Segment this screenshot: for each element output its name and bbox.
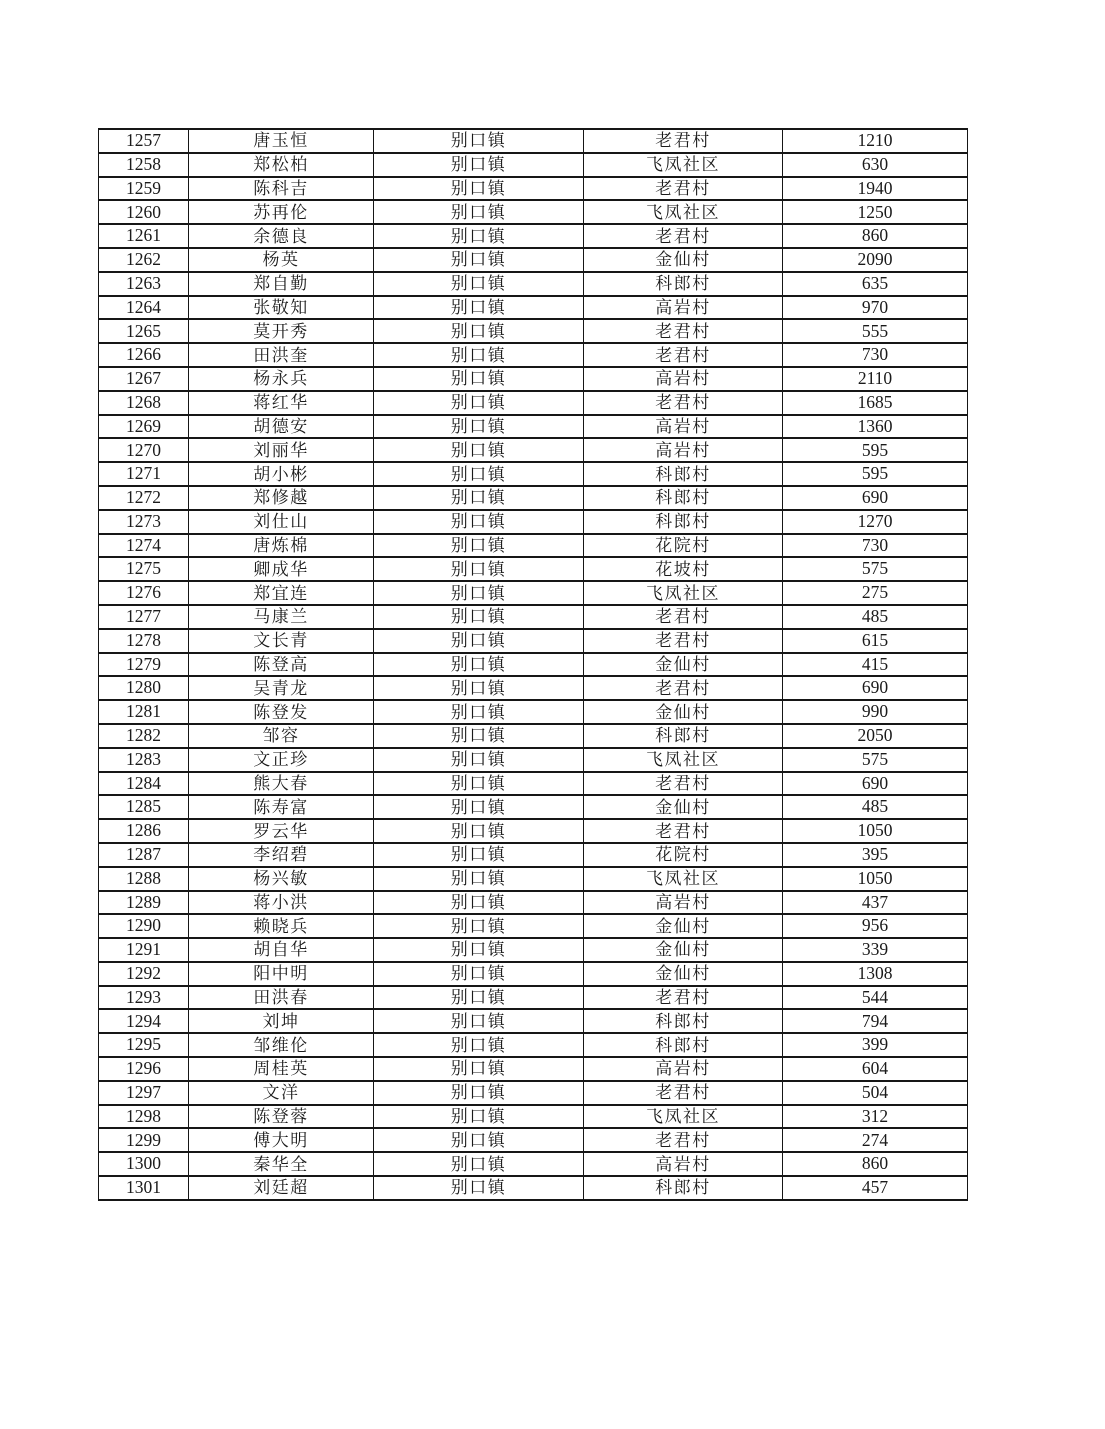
table-row xyxy=(99,343,968,367)
row-number-cell: 1264 xyxy=(99,296,189,320)
town-cell: 别口镇 xyxy=(374,391,584,415)
village-cell: 科郎村 xyxy=(584,486,783,510)
table-row xyxy=(99,1009,968,1033)
village-cell: 老君村 xyxy=(584,343,783,367)
amount-cell: 274 xyxy=(783,1128,968,1152)
name-cell: 邹容 xyxy=(189,724,374,748)
village-cell: 老君村 xyxy=(584,177,783,201)
village-cell: 飞凤社区 xyxy=(584,200,783,224)
amount-cell: 860 xyxy=(783,224,968,248)
amount-cell: 415 xyxy=(783,653,968,677)
row-number-cell: 1286 xyxy=(99,819,189,843)
row-number-cell: 1288 xyxy=(99,867,189,891)
amount-cell: 595 xyxy=(783,462,968,486)
town-cell: 别口镇 xyxy=(374,129,584,153)
village-cell: 科郎村 xyxy=(584,1033,783,1057)
row-number-cell: 1297 xyxy=(99,1081,189,1105)
table-row xyxy=(99,557,968,581)
amount-cell: 1685 xyxy=(783,391,968,415)
town-cell: 别口镇 xyxy=(374,367,584,391)
village-cell: 老君村 xyxy=(584,1081,783,1105)
town-cell: 别口镇 xyxy=(374,153,584,177)
table-row xyxy=(99,248,968,272)
row-number-cell: 1276 xyxy=(99,581,189,605)
name-cell: 文正珍 xyxy=(189,748,374,772)
row-number-cell: 1301 xyxy=(99,1176,189,1200)
table-row xyxy=(99,486,968,510)
row-number-cell: 1290 xyxy=(99,914,189,938)
row-number-cell: 1281 xyxy=(99,700,189,724)
table-row xyxy=(99,653,968,677)
name-cell: 刘廷超 xyxy=(189,1176,374,1200)
table-row xyxy=(99,510,968,534)
village-cell: 飞凤社区 xyxy=(584,153,783,177)
amount-cell: 575 xyxy=(783,557,968,581)
amount-cell: 970 xyxy=(783,296,968,320)
village-cell: 高岩村 xyxy=(584,891,783,915)
row-number-cell: 1285 xyxy=(99,795,189,819)
amount-cell: 615 xyxy=(783,629,968,653)
table-row xyxy=(99,867,968,891)
table-row xyxy=(99,986,968,1010)
amount-cell: 2110 xyxy=(783,367,968,391)
name-cell: 蒋小洪 xyxy=(189,891,374,915)
name-cell: 陈登高 xyxy=(189,653,374,677)
table-row xyxy=(99,581,968,605)
row-number-cell: 1300 xyxy=(99,1152,189,1176)
row-number-cell: 1282 xyxy=(99,724,189,748)
village-cell: 老君村 xyxy=(584,772,783,796)
village-cell: 飞凤社区 xyxy=(584,867,783,891)
village-cell: 花院村 xyxy=(584,534,783,558)
name-cell: 杨永兵 xyxy=(189,367,374,391)
row-number-cell: 1287 xyxy=(99,843,189,867)
table-body xyxy=(99,129,968,1200)
amount-cell: 399 xyxy=(783,1033,968,1057)
village-cell: 老君村 xyxy=(584,224,783,248)
name-cell: 阳中明 xyxy=(189,962,374,986)
village-cell: 飞凤社区 xyxy=(584,748,783,772)
name-cell: 陈登蓉 xyxy=(189,1105,374,1129)
town-cell: 别口镇 xyxy=(374,962,584,986)
table-row xyxy=(99,200,968,224)
name-cell: 余德良 xyxy=(189,224,374,248)
village-cell: 金仙村 xyxy=(584,938,783,962)
table-row xyxy=(99,629,968,653)
table-row xyxy=(99,319,968,343)
row-number-cell: 1275 xyxy=(99,557,189,581)
name-cell: 张敬知 xyxy=(189,296,374,320)
town-cell: 别口镇 xyxy=(374,772,584,796)
town-cell: 别口镇 xyxy=(374,914,584,938)
table-row xyxy=(99,415,968,439)
amount-cell: 1250 xyxy=(783,200,968,224)
row-number-cell: 1272 xyxy=(99,486,189,510)
village-cell: 老君村 xyxy=(584,819,783,843)
table-row xyxy=(99,129,968,153)
village-cell: 高岩村 xyxy=(584,415,783,439)
table-row xyxy=(99,891,968,915)
town-cell: 别口镇 xyxy=(374,1176,584,1200)
town-cell: 别口镇 xyxy=(374,462,584,486)
town-cell: 别口镇 xyxy=(374,581,584,605)
table-row xyxy=(99,462,968,486)
town-cell: 别口镇 xyxy=(374,1105,584,1129)
amount-cell: 730 xyxy=(783,534,968,558)
village-cell: 金仙村 xyxy=(584,700,783,724)
village-cell: 高岩村 xyxy=(584,296,783,320)
table-row xyxy=(99,843,968,867)
row-number-cell: 1257 xyxy=(99,129,189,153)
village-cell: 花院村 xyxy=(584,843,783,867)
name-cell: 胡德安 xyxy=(189,415,374,439)
amount-cell: 1210 xyxy=(783,129,968,153)
village-cell: 金仙村 xyxy=(584,795,783,819)
village-cell: 老君村 xyxy=(584,605,783,629)
amount-cell: 457 xyxy=(783,1176,968,1200)
name-cell: 卿成华 xyxy=(189,557,374,581)
row-number-cell: 1271 xyxy=(99,462,189,486)
row-number-cell: 1262 xyxy=(99,248,189,272)
row-number-cell: 1294 xyxy=(99,1009,189,1033)
name-cell: 蒋红华 xyxy=(189,391,374,415)
amount-cell: 2050 xyxy=(783,724,968,748)
town-cell: 别口镇 xyxy=(374,629,584,653)
name-cell: 唐炼棉 xyxy=(189,534,374,558)
table-row xyxy=(99,177,968,201)
table-row xyxy=(99,1152,968,1176)
village-cell: 老君村 xyxy=(584,1128,783,1152)
town-cell: 别口镇 xyxy=(374,795,584,819)
amount-cell: 990 xyxy=(783,700,968,724)
town-cell: 别口镇 xyxy=(374,343,584,367)
town-cell: 别口镇 xyxy=(374,1152,584,1176)
name-cell: 郑宜连 xyxy=(189,581,374,605)
table-row xyxy=(99,962,968,986)
name-cell: 刘丽华 xyxy=(189,438,374,462)
village-cell: 花坡村 xyxy=(584,557,783,581)
name-cell: 文长青 xyxy=(189,629,374,653)
row-number-cell: 1258 xyxy=(99,153,189,177)
town-cell: 别口镇 xyxy=(374,1057,584,1081)
table-row xyxy=(99,676,968,700)
amount-cell: 1270 xyxy=(783,510,968,534)
village-cell: 高岩村 xyxy=(584,1152,783,1176)
town-cell: 别口镇 xyxy=(374,653,584,677)
row-number-cell: 1266 xyxy=(99,343,189,367)
town-cell: 别口镇 xyxy=(374,938,584,962)
name-cell: 胡小彬 xyxy=(189,462,374,486)
village-cell: 科郎村 xyxy=(584,510,783,534)
row-number-cell: 1263 xyxy=(99,272,189,296)
village-cell: 高岩村 xyxy=(584,1057,783,1081)
row-number-cell: 1295 xyxy=(99,1033,189,1057)
table-row xyxy=(99,153,968,177)
table-row xyxy=(99,367,968,391)
amount-cell: 544 xyxy=(783,986,968,1010)
name-cell: 周桂英 xyxy=(189,1057,374,1081)
name-cell: 吴青龙 xyxy=(189,676,374,700)
town-cell: 别口镇 xyxy=(374,1033,584,1057)
name-cell: 刘坤 xyxy=(189,1009,374,1033)
village-cell: 老君村 xyxy=(584,986,783,1010)
table-row xyxy=(99,391,968,415)
town-cell: 别口镇 xyxy=(374,891,584,915)
amount-cell: 395 xyxy=(783,843,968,867)
town-cell: 别口镇 xyxy=(374,1009,584,1033)
row-number-cell: 1267 xyxy=(99,367,189,391)
row-number-cell: 1261 xyxy=(99,224,189,248)
table-row xyxy=(99,272,968,296)
village-cell: 老君村 xyxy=(584,129,783,153)
amount-cell: 1940 xyxy=(783,177,968,201)
table-row xyxy=(99,1033,968,1057)
row-number-cell: 1298 xyxy=(99,1105,189,1129)
row-number-cell: 1265 xyxy=(99,319,189,343)
roster-table xyxy=(98,128,968,1201)
town-cell: 别口镇 xyxy=(374,1128,584,1152)
row-number-cell: 1277 xyxy=(99,605,189,629)
amount-cell: 437 xyxy=(783,891,968,915)
name-cell: 莫开秀 xyxy=(189,319,374,343)
village-cell: 飞凤社区 xyxy=(584,1105,783,1129)
village-cell: 科郎村 xyxy=(584,462,783,486)
amount-cell: 1360 xyxy=(783,415,968,439)
table-row xyxy=(99,1105,968,1129)
amount-cell: 504 xyxy=(783,1081,968,1105)
name-cell: 唐玉恒 xyxy=(189,129,374,153)
amount-cell: 1050 xyxy=(783,819,968,843)
amount-cell: 630 xyxy=(783,153,968,177)
table-row xyxy=(99,772,968,796)
table-row xyxy=(99,819,968,843)
row-number-cell: 1296 xyxy=(99,1057,189,1081)
town-cell: 别口镇 xyxy=(374,296,584,320)
table-row xyxy=(99,748,968,772)
town-cell: 别口镇 xyxy=(374,676,584,700)
amount-cell: 485 xyxy=(783,605,968,629)
village-cell: 科郎村 xyxy=(584,1176,783,1200)
town-cell: 别口镇 xyxy=(374,415,584,439)
amount-cell: 312 xyxy=(783,1105,968,1129)
table-row xyxy=(99,1176,968,1200)
name-cell: 杨兴敏 xyxy=(189,867,374,891)
row-number-cell: 1260 xyxy=(99,200,189,224)
table-row xyxy=(99,700,968,724)
row-number-cell: 1280 xyxy=(99,676,189,700)
name-cell: 傅大明 xyxy=(189,1128,374,1152)
name-cell: 郑松柏 xyxy=(189,153,374,177)
table-row xyxy=(99,296,968,320)
amount-cell: 555 xyxy=(783,319,968,343)
amount-cell: 730 xyxy=(783,343,968,367)
row-number-cell: 1279 xyxy=(99,653,189,677)
amount-cell: 275 xyxy=(783,581,968,605)
table-row xyxy=(99,1057,968,1081)
town-cell: 别口镇 xyxy=(374,438,584,462)
village-cell: 高岩村 xyxy=(584,367,783,391)
town-cell: 别口镇 xyxy=(374,819,584,843)
row-number-cell: 1292 xyxy=(99,962,189,986)
name-cell: 李绍碧 xyxy=(189,843,374,867)
town-cell: 别口镇 xyxy=(374,700,584,724)
table-row xyxy=(99,914,968,938)
amount-cell: 956 xyxy=(783,914,968,938)
amount-cell: 595 xyxy=(783,438,968,462)
table-row xyxy=(99,438,968,462)
row-number-cell: 1293 xyxy=(99,986,189,1010)
town-cell: 别口镇 xyxy=(374,200,584,224)
town-cell: 别口镇 xyxy=(374,510,584,534)
amount-cell: 1050 xyxy=(783,867,968,891)
row-number-cell: 1273 xyxy=(99,510,189,534)
table-row xyxy=(99,605,968,629)
row-number-cell: 1270 xyxy=(99,438,189,462)
amount-cell: 485 xyxy=(783,795,968,819)
row-number-cell: 1284 xyxy=(99,772,189,796)
village-cell: 科郎村 xyxy=(584,1009,783,1033)
amount-cell: 575 xyxy=(783,748,968,772)
town-cell: 别口镇 xyxy=(374,557,584,581)
amount-cell: 690 xyxy=(783,676,968,700)
row-number-cell: 1283 xyxy=(99,748,189,772)
table-row xyxy=(99,795,968,819)
name-cell: 马康兰 xyxy=(189,605,374,629)
village-cell: 老君村 xyxy=(584,319,783,343)
town-cell: 别口镇 xyxy=(374,486,584,510)
row-number-cell: 1259 xyxy=(99,177,189,201)
amount-cell: 690 xyxy=(783,486,968,510)
row-number-cell: 1269 xyxy=(99,415,189,439)
row-number-cell: 1291 xyxy=(99,938,189,962)
amount-cell: 339 xyxy=(783,938,968,962)
name-cell: 文洋 xyxy=(189,1081,374,1105)
name-cell: 陈寿富 xyxy=(189,795,374,819)
village-cell: 老君村 xyxy=(584,629,783,653)
table-row xyxy=(99,534,968,558)
name-cell: 秦华全 xyxy=(189,1152,374,1176)
town-cell: 别口镇 xyxy=(374,843,584,867)
amount-cell: 690 xyxy=(783,772,968,796)
amount-cell: 1308 xyxy=(783,962,968,986)
town-cell: 别口镇 xyxy=(374,224,584,248)
amount-cell: 794 xyxy=(783,1009,968,1033)
town-cell: 别口镇 xyxy=(374,272,584,296)
amount-cell: 2090 xyxy=(783,248,968,272)
name-cell: 罗云华 xyxy=(189,819,374,843)
row-number-cell: 1268 xyxy=(99,391,189,415)
village-cell: 飞凤社区 xyxy=(584,581,783,605)
village-cell: 金仙村 xyxy=(584,962,783,986)
table-row xyxy=(99,724,968,748)
amount-cell: 635 xyxy=(783,272,968,296)
row-number-cell: 1289 xyxy=(99,891,189,915)
town-cell: 别口镇 xyxy=(374,605,584,629)
town-cell: 别口镇 xyxy=(374,319,584,343)
table-row xyxy=(99,1128,968,1152)
name-cell: 郑自勤 xyxy=(189,272,374,296)
village-cell: 金仙村 xyxy=(584,248,783,272)
town-cell: 别口镇 xyxy=(374,534,584,558)
village-cell: 金仙村 xyxy=(584,914,783,938)
table-row xyxy=(99,938,968,962)
table-row xyxy=(99,224,968,248)
village-cell: 金仙村 xyxy=(584,653,783,677)
name-cell: 苏再伦 xyxy=(189,200,374,224)
table-row xyxy=(99,1081,968,1105)
name-cell: 胡自华 xyxy=(189,938,374,962)
amount-cell: 604 xyxy=(783,1057,968,1081)
town-cell: 别口镇 xyxy=(374,248,584,272)
name-cell: 陈科吉 xyxy=(189,177,374,201)
town-cell: 别口镇 xyxy=(374,748,584,772)
village-cell: 高岩村 xyxy=(584,438,783,462)
row-number-cell: 1299 xyxy=(99,1128,189,1152)
name-cell: 陈登发 xyxy=(189,700,374,724)
town-cell: 别口镇 xyxy=(374,986,584,1010)
name-cell: 郑修越 xyxy=(189,486,374,510)
town-cell: 别口镇 xyxy=(374,724,584,748)
row-number-cell: 1278 xyxy=(99,629,189,653)
town-cell: 别口镇 xyxy=(374,1081,584,1105)
name-cell: 田洪奎 xyxy=(189,343,374,367)
row-number-cell: 1274 xyxy=(99,534,189,558)
name-cell: 邹维伦 xyxy=(189,1033,374,1057)
name-cell: 杨英 xyxy=(189,248,374,272)
village-cell: 老君村 xyxy=(584,391,783,415)
village-cell: 老君村 xyxy=(584,676,783,700)
town-cell: 别口镇 xyxy=(374,177,584,201)
name-cell: 赖晓兵 xyxy=(189,914,374,938)
name-cell: 田洪春 xyxy=(189,986,374,1010)
village-cell: 科郎村 xyxy=(584,272,783,296)
name-cell: 熊大春 xyxy=(189,772,374,796)
amount-cell: 860 xyxy=(783,1152,968,1176)
village-cell: 科郎村 xyxy=(584,724,783,748)
name-cell: 刘仕山 xyxy=(189,510,374,534)
town-cell: 别口镇 xyxy=(374,867,584,891)
